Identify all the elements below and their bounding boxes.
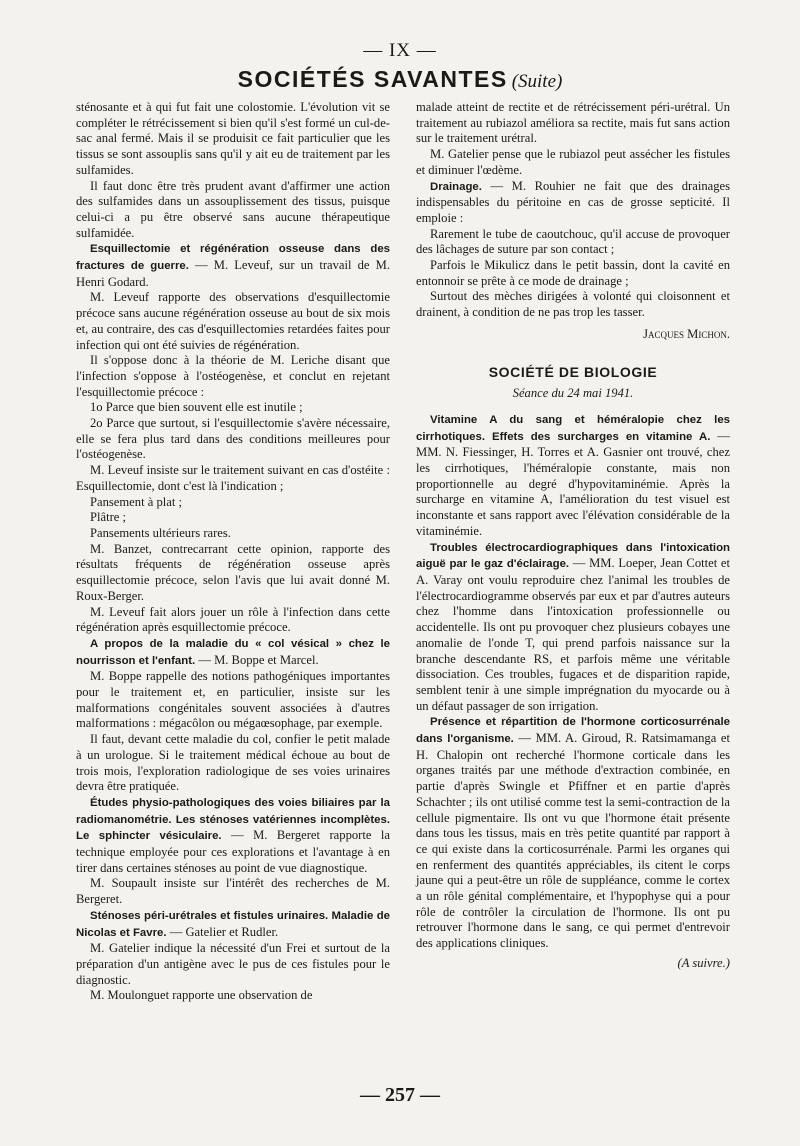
- page-roman-numeral: — IX —: [363, 40, 437, 61]
- signature: Jacques Michon.: [643, 326, 730, 341]
- paragraph: 1o Parce que bien souvent elle est inutile ;: [90, 400, 303, 415]
- section-entry: [76, 636, 390, 669]
- paragraph: sténosante et à qui fut fait une colostomie. L'évolution vit se compléter le rétrécissement si bien qu'il s'est formé un cul-de-sac anal fermé. Mais il se produisit ce fait particulier que les tissus se sont assouplis sans qu'il y ait eu de traitement par les sulfamides.: [76, 100, 390, 177]
- running-title-suffix: (Suite): [511, 71, 563, 92]
- section-entry: [76, 795, 390, 877]
- paragraph: 2o Parce que surtout, si l'esquillectomie s'avère nécessaire, elle se fera plus tard dans des conditions meilleures pour l'ostéogenèse.: [76, 416, 390, 462]
- paragraph: M. Gatelier pense que le rubiazol peut assécher les fistules et diminuer l'œdème.: [416, 147, 730, 177]
- paragraph: M. Moulonguet rapporte une observation de: [90, 988, 313, 1003]
- paragraph: Surtout des mèches dirigées à volonté qui cloisonnent et drainent, à condition de ne pas trop les tasser.: [416, 289, 730, 320]
- section-heading: Esquillectomie et régénération osseuse dans des fractures de guerre.: [76, 243, 390, 273]
- paragraph: M. Leveuf rapporte des observations d'esquillectomie précoce sans aucune régénération osseuse au bout de six mois et, au contraire, des cas d'esquillectomies retardées faites pour infection qui ont été suivies de régénération.: [76, 290, 390, 352]
- section-heading: Études physio-pathologiques des voies biliaires par la radiomanométrie. Les sténoses vatériennes incomplètes. Le sphincter vésiculaire.: [76, 796, 390, 843]
- running-title: [0, 66, 800, 93]
- section-heading: Présence et répartition de l'hormone corticosurrénale dans l'organisme.: [416, 716, 730, 746]
- section-title-biologie: SOCIÉTÉ DE BIOLOGIE: [488, 363, 658, 380]
- paragraph: Rarement le tube de caoutchouc, qu'il accuse de provoquer des lâchages de suture par son contact ;: [416, 226, 730, 257]
- section-body: — MM. N. Fiessinger, H. Torres et A. Gasnier ont trouvé, chez les cirrhotiques, l'héméralopie constante, mais non proportionnelle au degré d'hypovitaminémie. Après la surcharge en vitamine A, l'amélioration du test visuel est inconstante et sans rapport avec l'élévation considérable de la vitaminémie.: [416, 428, 731, 538]
- section-body: — MM. Loeper, Jean Cottet et A. Varay ont voulu reproduire chez l'animal les troubles de l'électrocardiogramme observés par eux et par d'autres auteurs chez l'homme dans l'intoxication professionnelle ou accidentelle. Ils ont pu provoquer chez plusieurs cobayes une anomalie de l'onde T, qui prend parfois naissance sur la branche descendante RS, et parfois même une véritable dissociation. Ces troubles, fugaces et de disparition rapide, semblent tenir à une simple imprégnation du myocarde ou à un défaut passager de son irrigation.: [416, 556, 730, 713]
- session-date: Séance du 24 mai 1941.: [512, 386, 634, 401]
- paragraph: Plâtre ;: [90, 510, 127, 525]
- page-number: — 257 —: [360, 1084, 440, 1106]
- section-entry: [416, 714, 730, 952]
- paragraph: Il faut donc être très prudent avant d'affirmer une action des sulfamides dans un assouplissement des tissus, puisque celui-ci a pu être observé sans aucune thérapeutique sulfamidée.: [76, 178, 390, 240]
- right-column: [416, 100, 730, 972]
- section-entry: [76, 241, 390, 290]
- paragraph: Il faut, devant cette maladie du col, confier le petit malade à un urologue. Si le traitement médical échoue au bout de trois mois, l'exploration radiologique de ses voies urinaires devra être pratiquée.: [76, 732, 390, 794]
- left-column: [76, 100, 390, 1004]
- section-heading: Vitamine A du sang et héméralopie chez les cirrhotiques. Effets des surcharges en vitamine A.: [416, 413, 730, 443]
- section-entry: [416, 412, 730, 540]
- section-authors: — M. Boppe et Marcel.: [195, 652, 319, 667]
- section-heading: Troubles électrocardiographiques dans l'intoxication aiguë par le gaz d'éclairage.: [416, 541, 730, 571]
- paragraph: M. Leveuf fait alors jouer un rôle à l'infection dans cette régénération après esquillectomie précoce.: [76, 604, 390, 635]
- paragraph: M. Soupault insiste sur l'intérêt des recherches de M. Bergeret.: [76, 876, 390, 907]
- section-authors: — Gatelier et Rudler.: [166, 924, 279, 939]
- paragraph: M. Boppe rappelle des notions pathogéniques importantes pour le traitement et, en particulier, insiste sur les malformations congénitales souvent associées à d'autres malformations : mégacôlon ou mégaœsophage, par exemple.: [76, 669, 390, 731]
- paragraph: Parfois le Mikulicz dans le petit bassin, dont la cavité en entonnoir se prête à ce mode de drainage ;: [416, 258, 730, 288]
- continue-note: (A suivre.): [677, 955, 730, 970]
- section-heading: Sténoses péri-urétrales et fistules urinaires. Maladie de Nicolas et Favre.: [76, 909, 390, 939]
- section-body: — MM. A. Giroud, R. Ratsimamanga et H. Chalopin ont recherché l'hormone corticale dans les organes traités par une méthode d'extraction combinée, en partie d'après Swingle et Pfiffner et en partie d'après Schachter ; ils ont utilisé comme test la semi-contraction de la cellule pigmentaire. Ils ont vu que l'hormone était présente dans tous les tissus, mais en très petite quantité par rapport à ce qui existe dans la corticosurrénale. Parmi les organes qui en renferment des quantités appréciables, ils citent le corps jaune qui a peut-être un rôle de suppléance, comme le cortex a un rôle génital complémentaire, et l'hypophyse qui a pour rôle de contrôler la circulation de l'hormone. Ils ont pu retrouver l'hormone dans le sang, ce qui permet d'entrevoir des applications cliniques.: [416, 731, 730, 951]
- paragraph: M. Banzet, contrecarrant cette opinion, rapporte des résultats fréquents de régénération osseuse après esquillectomie précoce, selon l'avis que lui avait donné M. Roux-Berger.: [76, 541, 390, 603]
- paragraph: M. Leveuf insiste sur le traitement suivant en cas d'ostéite : Esquillectomie, dont c'est là l'indication ;: [76, 463, 390, 493]
- section-entry: [416, 179, 730, 227]
- paragraph: Il s'oppose donc à la théorie de M. Leriche disant que l'infection s'oppose à l'ostéogenèse, et conclut en rejetant l'esquillectomie précoce :: [76, 353, 390, 399]
- section-authors: — M. Leveuf, sur un travail de M. Henri Godard.: [76, 258, 390, 289]
- section-entry: [416, 540, 730, 715]
- paragraph: Pansement à plat ;: [90, 494, 182, 509]
- paragraph: malade atteint de rectite et de rétrécissement péri-urétral. Un traitement au rubiazol améliora sa rectite, mais fut sans action sur le traitement urétral.: [416, 100, 730, 146]
- section-heading: Drainage.: [430, 180, 482, 193]
- section-authors: — M. Bergeret rapporte la technique employée pour ces explorations et l'avantage à en tirer dans certaines sténoses au point de vue diagnostique.: [76, 828, 390, 875]
- running-title-main: SOCIÉTÉS SAVANTES: [237, 66, 508, 92]
- section-authors: — M. Rouhier ne fait que des drainages indispensables du péritoine en cas de grosse septicité. Il emploie :: [416, 178, 730, 225]
- paragraph: Pansements ultérieurs rares.: [90, 525, 231, 540]
- section-heading: A propos de la maladie du « col vésical » chez le nourrisson et l'enfant.: [76, 637, 390, 667]
- paragraph: M. Gatelier indique la nécessité d'un Frei et surtout de la préparation d'un antigène avec le pus de ces fistules pour le diagnostic.: [76, 941, 390, 987]
- section-entry: [76, 908, 390, 941]
